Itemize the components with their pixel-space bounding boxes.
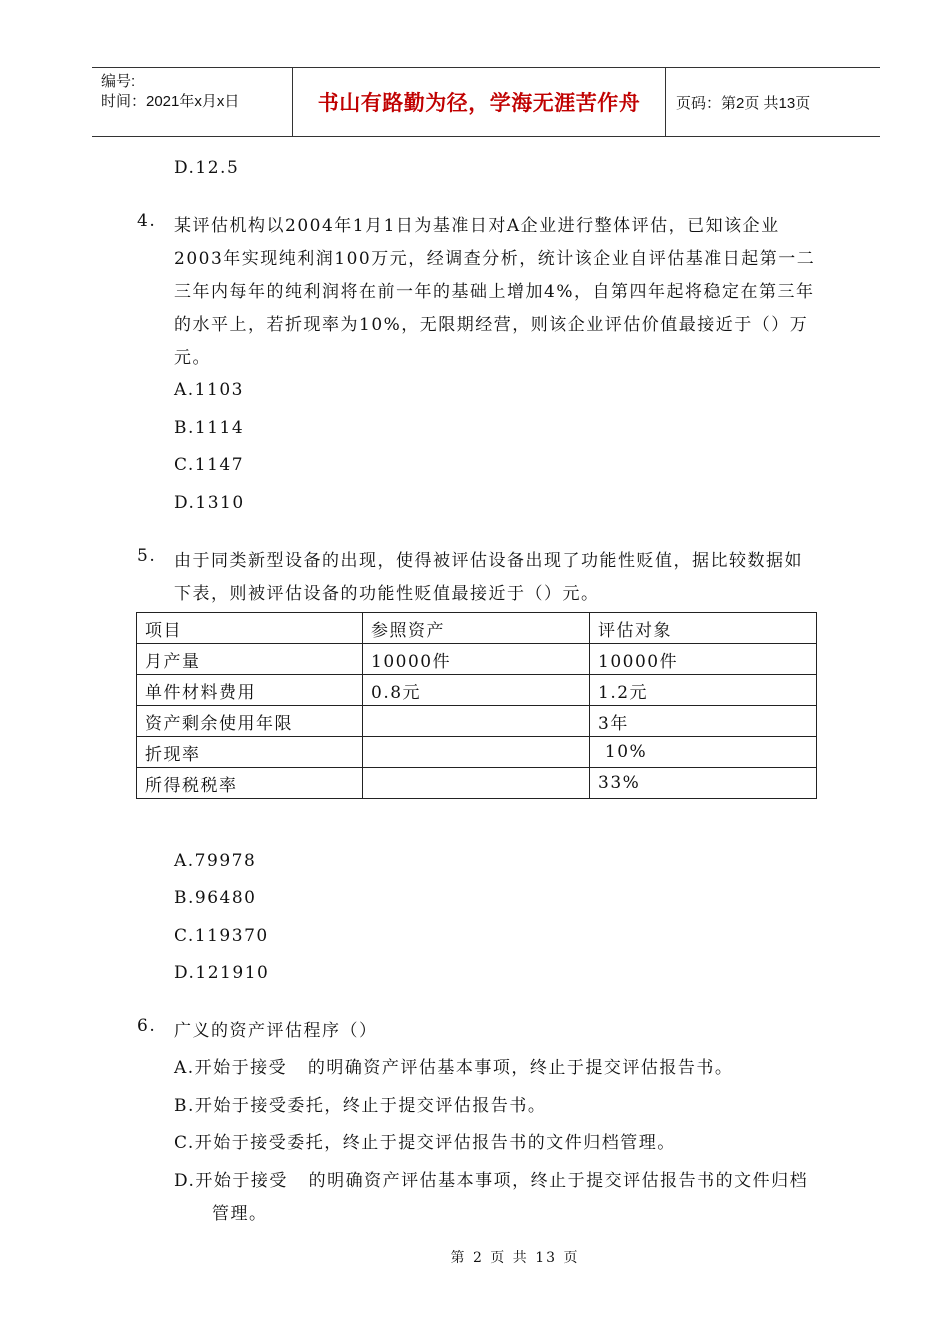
q4-option-c: C.1147: [174, 455, 245, 475]
table-cell: 折现率: [137, 737, 363, 768]
table-row: [137, 644, 817, 675]
q5-number: 5.: [137, 546, 157, 566]
q6-option-b: B.开始于接受委托，终止于提交评估报告书。: [174, 1096, 547, 1116]
q4-line: 的水平上，若折现率为10%，无限期经营，则该企业评估价值最接近于（）万: [174, 315, 809, 335]
q5-option-b: B.96480: [174, 888, 257, 908]
table-cell: 资产剩余使用年限: [137, 706, 363, 737]
comparison-table: [136, 612, 817, 799]
table-cell: 33%: [590, 768, 817, 799]
table-row: [137, 768, 817, 799]
serial-label: 编号:: [101, 73, 136, 90]
q6-option-a: A.开始于接受 的明确资产评估基本事项，终止于提交评估报告书。: [174, 1058, 734, 1078]
header-meta: [92, 68, 293, 136]
q4-number: 4.: [137, 211, 157, 231]
table-row: [137, 675, 817, 706]
q6-number: 6.: [137, 1016, 157, 1036]
document-header: [92, 67, 880, 137]
q5-line: 下表，则被评估设备的功能性贬值最接近于（）元。: [174, 584, 600, 604]
q6-option-c: C.开始于接受委托，终止于提交评估报告书的文件归档管理。: [174, 1133, 676, 1153]
table-cell: 3年: [590, 706, 817, 737]
table-cell: 10%: [590, 737, 817, 768]
table-cell: [363, 768, 590, 799]
table-cell: 单件材料费用: [137, 675, 363, 706]
table-row: [137, 737, 817, 768]
q5-option-a: A.79978: [174, 851, 257, 871]
table-cell: 1.2元: [590, 675, 817, 706]
q5-line: 由于同类新型设备的出现，使得被评估设备出现了功能性贬值，据比较数据如: [174, 551, 803, 571]
q6-option-d-cont: 管理。: [212, 1204, 268, 1224]
table-header-cell: 项目: [137, 613, 363, 644]
table-cell: 所得税税率: [137, 768, 363, 799]
table-cell: 0.8元: [363, 675, 590, 706]
header-page-label: 页码：第2页 共13页: [676, 94, 811, 112]
q5-option-d: D.121910: [174, 963, 270, 983]
q4-line: 元。: [174, 348, 211, 368]
table-row: [137, 706, 817, 737]
q4-line: 某评估机构以2004年1月1日为基准日对A企业进行整体评估，已知该企业: [174, 216, 780, 236]
q4-line: 三年内每年的纯利润将在前一年的基础上增加4%，自第四年起将稳定在第三年: [174, 282, 815, 302]
table-cell: [363, 706, 590, 737]
q5-option-c: C.119370: [174, 926, 269, 946]
table-cell: 10000件: [590, 644, 817, 675]
table-header-cell: 参照资产: [363, 613, 590, 644]
header-motto: 书山有路勤为径，学海无涯苦作舟: [293, 68, 666, 136]
q4-option-d: D.1310: [174, 493, 245, 513]
table-cell: [363, 737, 590, 768]
table-cell: 10000件: [363, 644, 590, 675]
q6-option-d: D.开始于接受 的明确资产评估基本事项，终止于提交评估报告书的文件归档: [174, 1171, 809, 1191]
q4-line: 2003年实现纯利润100万元，经调查分析，统计该企业自评估基准日起第一二: [174, 249, 816, 269]
page-footer: 第 2 页 共 13 页: [450, 1250, 580, 1266]
time-label: 时间：2021年x月x日: [101, 93, 240, 110]
q6-stem: 广义的资产评估程序（）: [174, 1021, 378, 1041]
table-cell: 月产量: [137, 644, 363, 675]
q4-option-a: A.1103: [174, 380, 244, 400]
prev-option-d: D.12.5: [174, 158, 240, 178]
table-header-cell: 评估对象: [590, 613, 817, 644]
table-header-row: [137, 613, 817, 644]
q4-option-b: B.1114: [174, 418, 245, 438]
